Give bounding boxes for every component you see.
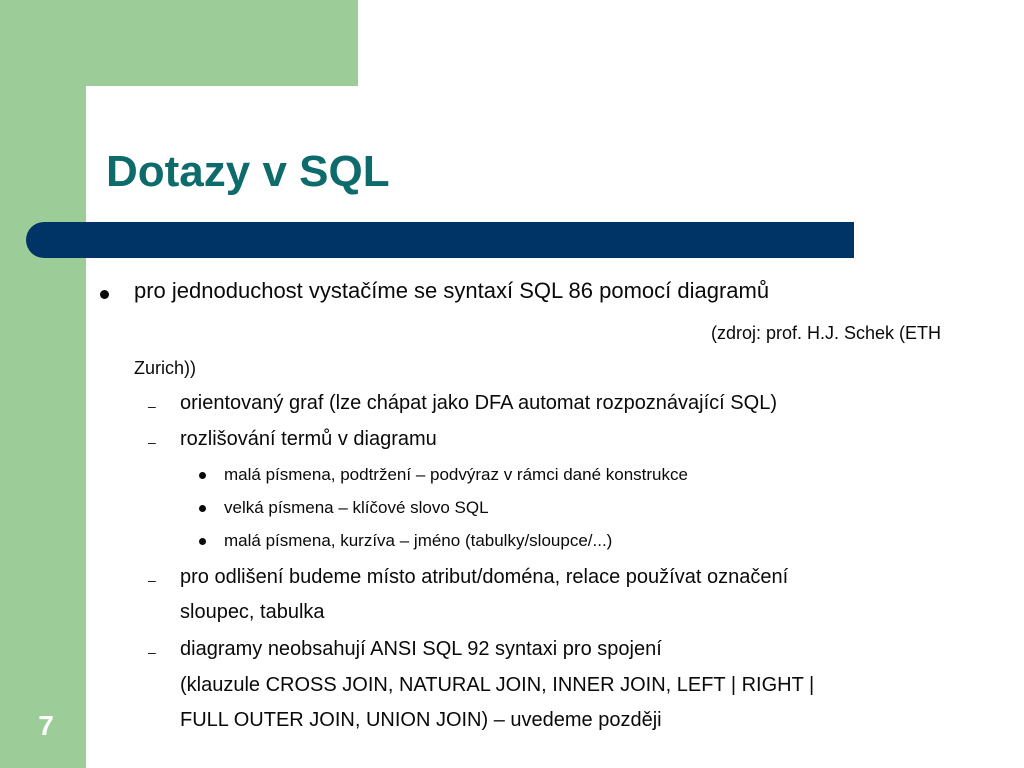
sub-bullet-text-continued: sloupec, tabulka xyxy=(180,601,325,623)
slide-title: Dotazy v SQL xyxy=(106,147,390,196)
bullet-dot xyxy=(199,538,206,545)
slide-number: 7 xyxy=(38,710,54,741)
dash-marker: – xyxy=(148,572,156,588)
sub-sub-bullet-text: malá písmena, podtržení – podvýraz v rámci dané konstrukce xyxy=(224,465,688,484)
left-green-stripe xyxy=(0,0,86,768)
title-bar xyxy=(26,222,854,258)
dash-marker: – xyxy=(148,398,156,414)
dash-marker: – xyxy=(148,434,156,450)
sub-bullet-text: diagramy neobsahují ANSI SQL 92 syntaxi pro spojení xyxy=(180,638,662,660)
bullet-text: pro jednoduchost vystačíme se syntaxí SQL 86 pomocí diagramů xyxy=(134,278,770,303)
bullet-dot xyxy=(199,472,206,479)
bullet-dot xyxy=(199,505,206,512)
bullet-dot xyxy=(100,290,109,299)
sub-sub-bullet-text: velká písmena – klíčové slovo SQL xyxy=(224,498,489,517)
sub-bullet-text: orientovaný graf (lze chápat jako DFA automat rozpoznávající SQL) xyxy=(180,392,777,414)
sub-sub-bullet-text: malá písmena, kurzíva – jméno (tabulky/sloupce/...) xyxy=(224,531,613,550)
source-note-continued: Zurich)) xyxy=(134,358,196,378)
top-green-block xyxy=(86,0,358,86)
sub-bullet-text-continued: FULL OUTER JOIN, UNION JOIN) – uvedeme později xyxy=(180,709,662,731)
sub-bullet-text: rozlišování termů v diagramu xyxy=(180,428,437,450)
sub-bullet-text: pro odlišení budeme místo atribut/doména, relace používat označení xyxy=(180,566,789,588)
source-note: (zdroj: prof. H.J. Schek (ETH xyxy=(711,323,942,343)
dash-marker: – xyxy=(148,644,156,660)
sub-bullet-text-continued: (klauzule CROSS JOIN, NATURAL JOIN, INNER JOIN, LEFT | RIGHT | xyxy=(180,674,815,696)
